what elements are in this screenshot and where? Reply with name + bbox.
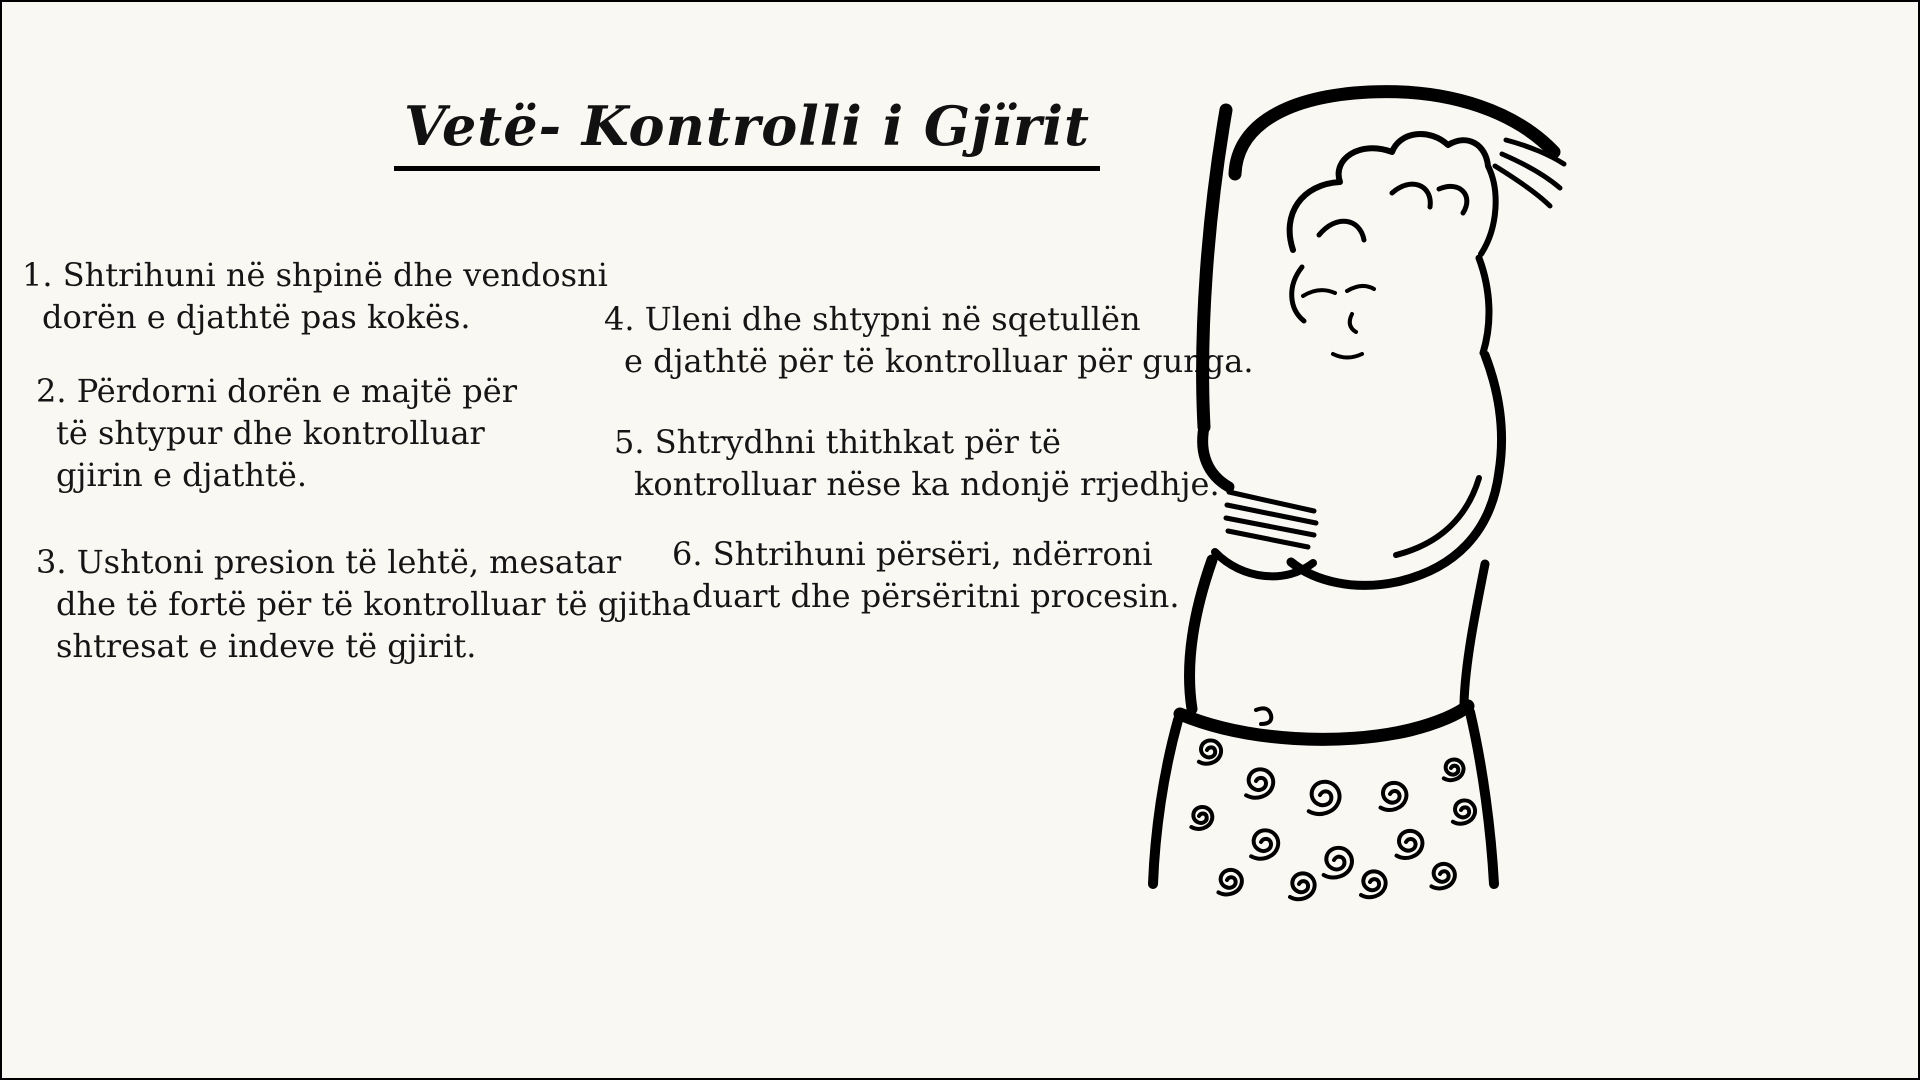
under-breast-stroke bbox=[1215, 552, 1313, 576]
eye-stroke bbox=[1347, 286, 1374, 291]
instruction-line: shtresat e indeve të gjirit. bbox=[56, 627, 477, 665]
hair-stroke bbox=[1392, 184, 1430, 207]
right-hip-stroke bbox=[1464, 564, 1485, 704]
hand-stroke bbox=[1227, 505, 1316, 523]
finger-stroke bbox=[1506, 140, 1564, 164]
hair-stroke bbox=[1439, 186, 1467, 213]
eye-stroke bbox=[1303, 290, 1335, 296]
instruction-line: 5. Shtrydhni thithkat për të bbox=[614, 423, 1061, 461]
instruction-item-6 bbox=[672, 533, 1180, 617]
instruction-line: dorën e djathtë pas kokës. bbox=[42, 298, 471, 336]
page-title-text: Vetë- Kontrolli i Gjïrit bbox=[394, 94, 1100, 171]
instruction-item-4 bbox=[604, 298, 1254, 382]
hair-stroke bbox=[1479, 258, 1489, 353]
instruction-line: kontrolluar nëse ka ndonjë rrjedhje. bbox=[634, 465, 1220, 503]
instruction-line: 4. Uleni dhe shtypni në sqetullën bbox=[604, 300, 1141, 338]
right-shoulder-stroke bbox=[1485, 355, 1501, 472]
instruction-item-1 bbox=[22, 254, 608, 338]
instruction-line: 6. Shtrihuni përsëri, ndërroni bbox=[672, 535, 1153, 573]
skirt-left-stroke bbox=[1153, 720, 1178, 884]
right-arm-outer-stroke bbox=[1291, 472, 1499, 585]
hand-stroke bbox=[1229, 492, 1314, 511]
instruction-item-3 bbox=[36, 541, 691, 667]
instruction-line: 1. Shtrihuni në shpinë dhe vendosni bbox=[22, 256, 608, 294]
hand-stroke bbox=[1226, 518, 1314, 535]
instruction-line: 2. Përdorni dorën e majtë për bbox=[36, 372, 517, 410]
instruction-item-5 bbox=[614, 421, 1220, 505]
nose-stroke bbox=[1350, 314, 1356, 332]
instruction-line: 3. Ushtoni presion të lehtë, mesatar bbox=[36, 543, 622, 581]
waistband-stroke bbox=[1180, 706, 1468, 739]
instruction-item-2 bbox=[36, 370, 517, 496]
hair-stroke bbox=[1292, 267, 1304, 321]
skirt-spiral-pattern bbox=[1191, 740, 1475, 899]
instruction-line: gjirin e djathtë. bbox=[56, 456, 307, 494]
navel-stroke bbox=[1256, 708, 1271, 724]
finger-stroke bbox=[1502, 154, 1560, 188]
page-title bbox=[2, 94, 1492, 171]
belly-stroke bbox=[1189, 560, 1212, 709]
hand-stroke bbox=[1228, 531, 1308, 547]
instruction-line: dhe të fortë për të kontrolluar të gjitha bbox=[56, 585, 691, 623]
right-arm-inner-stroke bbox=[1396, 478, 1479, 555]
instruction-line: të shtypur dhe kontrolluar bbox=[56, 414, 485, 452]
instruction-line: duart dhe përsëritni procesin. bbox=[692, 577, 1180, 615]
mouth-stroke bbox=[1333, 354, 1362, 358]
instruction-line: e djathtë për të kontrolluar për gunga. bbox=[624, 342, 1254, 380]
hair-stroke bbox=[1319, 221, 1364, 240]
finger-stroke bbox=[1495, 166, 1550, 206]
skirt-right-stroke bbox=[1470, 712, 1494, 884]
